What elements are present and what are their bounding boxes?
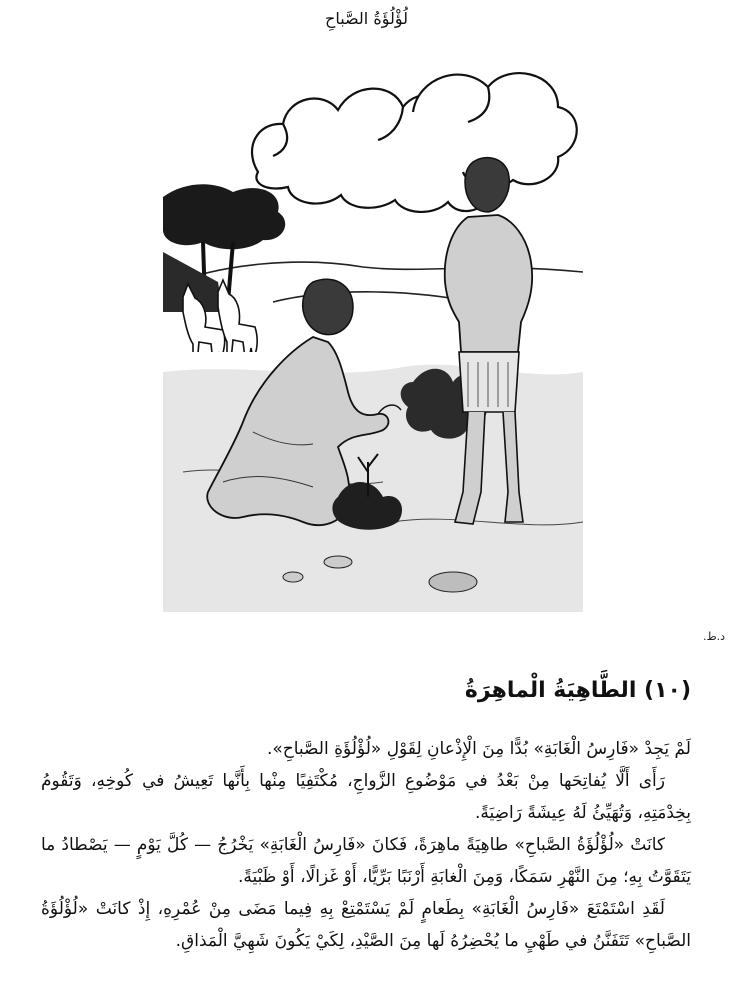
illustrator-signature: د.ط. — [703, 630, 726, 643]
chapter-body — [41, 733, 691, 957]
running-header: لُؤْلُؤَةُ الصَّباحِ — [325, 9, 408, 28]
paragraph-4: لَقَدِ اسْتَمْتَعَ «فَارِسُ الْغَابَةِ» بِطَعامٍ لَمْ يَسْتَمْتِعْ بِهِ فِيما مَضَى مِنْ عُمْرِهِ، إِذْ كانَتْ «لُؤْلُؤَةُ الصَّباحِ» تَتَفَنَّنُ في طَهْيِ ما يُحْضِرُهُ لَها مِنَ الصَّيْدِ، لِكَيْ يَكُونَ شَهِيَّ الْمَذاقِ. — [41, 899, 691, 951]
paragraph-1: لَمْ يَجِدْ «فَارِسُ الْغَابَةِ» بُدًّا مِنَ الْإِذْعانِ لِقَوْلِ «لُؤْلُؤَةِ الصَّباحِ». — [266, 739, 691, 759]
illustration-drawing — [163, 52, 583, 612]
chapter-title: (١٠) الطَّاهِيَةُ الْماهِرَةُ — [464, 678, 691, 703]
illustration — [163, 52, 726, 643]
paragraph-2: رَأَى أَلَّا يُفاتِحَها مِنْ بَعْدُ في مَوْضُوعِ الزَّواجِ، مُكْتَفِيًا مِنْها بِأَنَّها تَعِيشُ في كُوخِهِ، وَتَقُومُ بِخِدْمَتِهِ، وَتُهَيِّئُ لَهُ عِيشَةً رَاضِيَةً. — [41, 771, 691, 823]
clouds — [252, 73, 577, 212]
paragraph-3: كانَتْ «لُؤْلُؤَةُ الصَّباحِ» طاهِيَةً ماهِرَةً، فَكانَ «فَارِسُ الْغَابَةِ» يَخْرُجُ — كُلَّ يَوْمٍ — يَصْطادُ ما يَتَقَوَّتُ بِهِ؛ مِنَ النَّهْرِ سَمَكًا، وَمِنَ الْغابَةِ أَرْنَبًا بَرِّيًّا، أَوْ غَزالًا، أَوْ ظَبْيَةً. — [41, 835, 691, 887]
